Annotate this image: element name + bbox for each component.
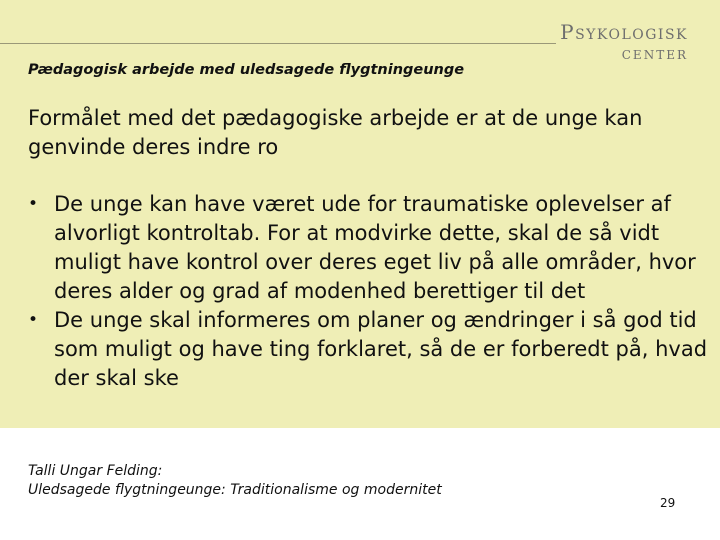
bullet-text: De unge skal informeres om planer og ændringer i så god tid som muligt og have ting forklaret, så de er forberedt på, hvad der skal ske — [54, 308, 708, 390]
logo-line-2: center — [621, 44, 688, 64]
bullet-marker: • — [28, 194, 39, 214]
footer-reference — [28, 462, 442, 500]
lead-statement: Formålet med det pædagogiske arbejde er at de unge kan genvinde deres indre ro — [28, 106, 643, 159]
footer-author: Talli Ungar Felding: — [28, 463, 163, 479]
logo-line-1: Psykologisk — [560, 20, 688, 44]
header-divider — [0, 43, 556, 44]
footer-title: Uledsagede flygtningeunge: Traditionalisme og modernitet — [28, 482, 442, 498]
bullet-item — [28, 190, 708, 306]
bullet-text: De unge kan have været ude for traumatiske oplevelser af alvorligt kontroltab. For at modvirke dette, skal de så vidt muligt have kontrol over deres eget liv på alle områder, hvor deres alder og grad af modenhed berettiger til det — [54, 192, 696, 303]
bullet-item — [28, 306, 708, 393]
bullet-marker: • — [28, 310, 39, 330]
page-number: 29 — [660, 496, 676, 510]
bullet-list — [28, 190, 708, 393]
slide-subtitle: Pædagogisk arbejde med uledsagede flygtningeunge — [28, 62, 465, 78]
psykologisk-center-logo — [560, 20, 688, 64]
